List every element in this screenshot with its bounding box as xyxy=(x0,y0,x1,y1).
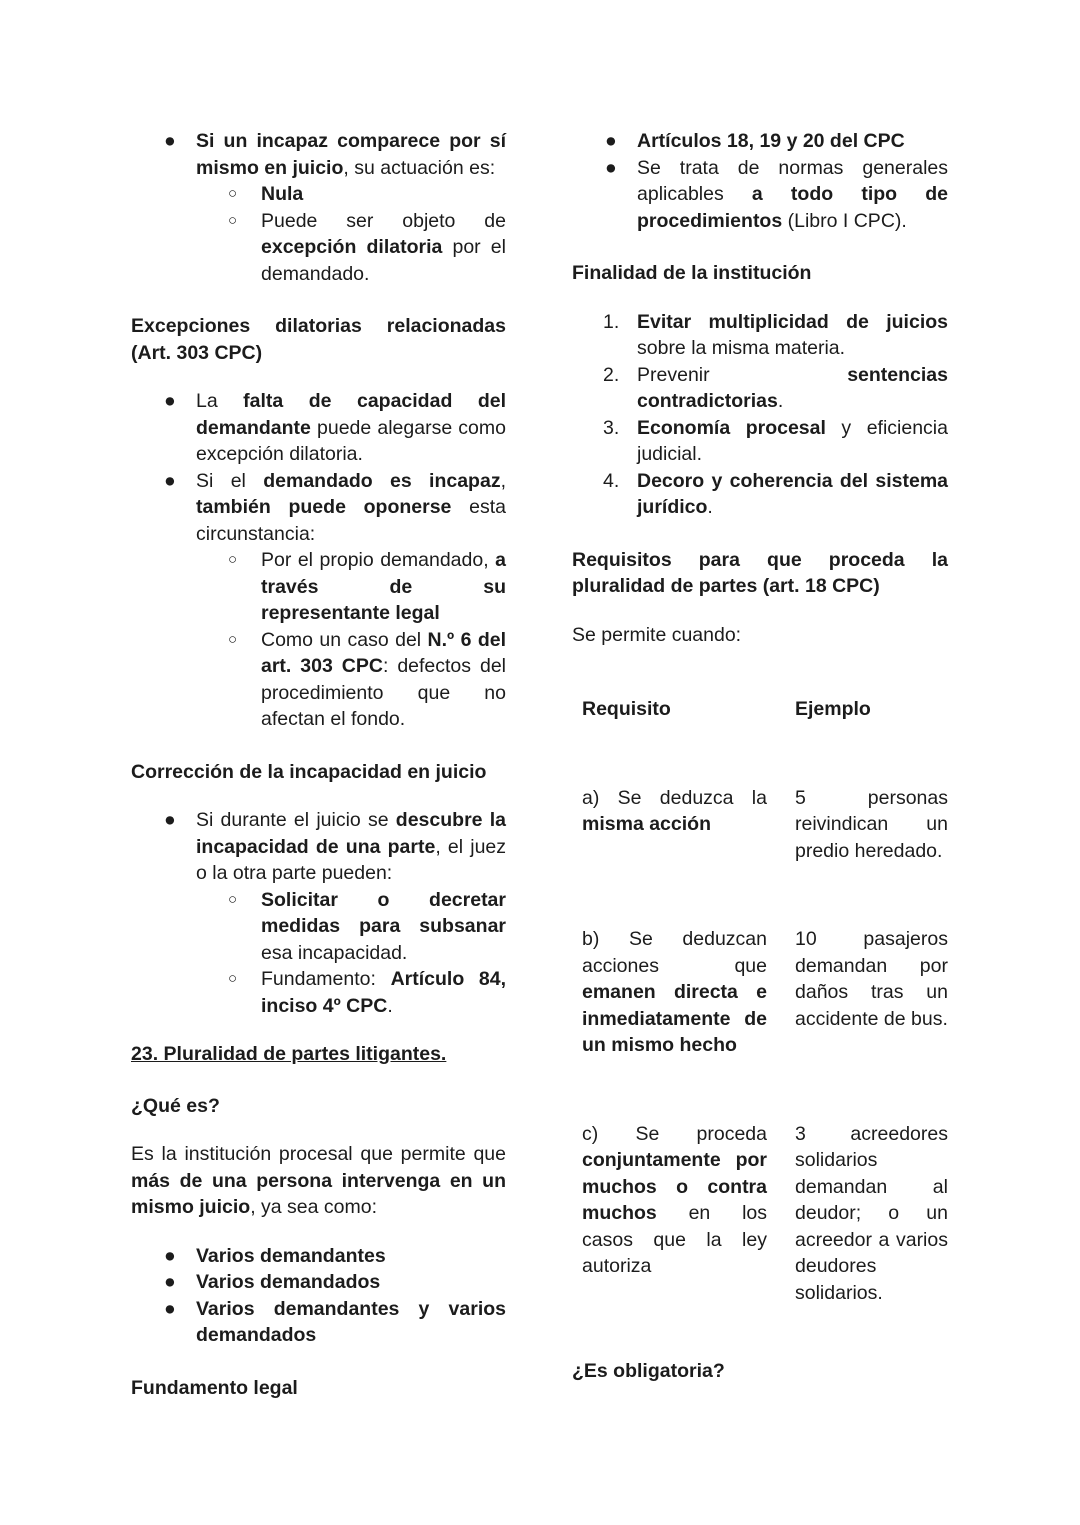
heading-finalidad: Finalidad de la institución xyxy=(572,262,812,284)
bullet-icon: ● xyxy=(164,469,176,492)
list-item: ○ Puede ser objeto de excepción dilatoria por el demandado. xyxy=(228,209,506,285)
list-item: ● Artículos 18, 19 y 20 del CPC xyxy=(572,128,948,155)
left-column xyxy=(131,128,506,1401)
list-item: ○ Por el propio demandado, a través de su representante legal xyxy=(228,549,506,624)
heading-obligatoria: ¿Es obligatoria? xyxy=(572,1360,725,1382)
heading-excepciones: Excepciones dilatorias relacionadas (Art. 303 CPC) xyxy=(131,315,506,364)
list-item: 1. Evitar multiplicidad de juicios sobre la misma materia. xyxy=(603,310,948,359)
list-item: ○ Como un caso del N.º 6 del art. 303 CPC: defectos del procedimiento que no afectan el fondo. xyxy=(228,628,506,730)
circle-bullet-icon: ○ xyxy=(228,551,238,568)
bullet-icon: ● xyxy=(164,390,176,412)
list-item: ○ Solicitar o decretar medidas para subsanar esa incapacidad. xyxy=(228,888,506,964)
bullet-icon: ● xyxy=(605,130,617,152)
list-item: ● Si el demandado es incapaz, también puede oponerse esta circunstancia: xyxy=(164,469,506,545)
list-item: ● Varios demandados xyxy=(131,1269,506,1296)
list-item: ● La falta de capacidad del demandante puede alegarse como excepción dilatoria. xyxy=(164,390,507,465)
circle-bullet-icon: ○ xyxy=(228,890,238,908)
list-item: 2. Prevenir sentencias contradictorias. xyxy=(603,363,948,412)
list-item: ● Varios demandantes xyxy=(131,1243,506,1270)
requisitos-table xyxy=(572,696,948,1385)
table-header: Requisito Ejemplo xyxy=(582,698,871,720)
circle-bullet-icon: ○ xyxy=(228,185,238,202)
list-item: ○ Nula xyxy=(131,181,506,208)
heading-que-es: ¿Qué es? xyxy=(131,1094,220,1117)
table-row: a) Se deduzca la misma acción 5 personas reivindican un predio heredado. xyxy=(582,786,948,862)
table-row: c) Se proceda conjuntamente por muchos o contra muchos en los casos que la ley autoriza 3 acreedores solidarios demandan al deudor; o un acreedor a varios deudores solidarios. xyxy=(582,1122,948,1304)
heading-requisitos: Requisitos para que proceda la pluralidad de partes (art. 18 CPC) xyxy=(572,548,948,597)
heading-correccion: Corrección de la incapacidad en juicio xyxy=(131,760,487,783)
bullet-icon: ● xyxy=(605,156,617,179)
list-item: 3. Economía procesal y eficiencia judicial. xyxy=(603,416,948,465)
circle-bullet-icon: ○ xyxy=(228,211,238,229)
se-permite-text: Se permite cuando: xyxy=(572,623,742,646)
circle-bullet-icon: ○ xyxy=(228,630,238,648)
paragraph-que-es: Es la institución procesal que permite que más de una persona intervenga en un mismo juicio, ya sea como: xyxy=(131,1143,506,1218)
list-item: ● Si un incapaz comparece por sí mismo en juicio, su actuación es: xyxy=(164,130,506,179)
bullet-icon: ● xyxy=(164,1271,176,1293)
bullet-icon: ● xyxy=(164,809,176,831)
list-item: ● Varios demandantes y varios demandados xyxy=(164,1297,506,1346)
bullet-icon: ● xyxy=(164,1244,176,1267)
list-item: ● Si durante el juicio se descubre la incapacidad de una parte, el juez o la otra parte pueden: xyxy=(164,809,507,884)
heading-fundamento: Fundamento legal xyxy=(131,1376,298,1399)
table-row: b) Se deduzcan acciones que emanen directa e inmediatamente de un mismo hecho 10 pasajeros demandan por daños tras un accidente de bus. xyxy=(582,928,948,1056)
bullet-icon: ● xyxy=(164,130,176,152)
right-column xyxy=(572,128,948,648)
bullet-icon: ● xyxy=(164,1297,176,1320)
list-item: ○ Fundamento: Artículo 84, inciso 4º CPC. xyxy=(228,968,506,1017)
list-item: ● Se trata de normas generales aplicables a todo tipo de procedimientos (Libro I CPC). xyxy=(605,156,948,232)
list-item: 4. Decoro y coherencia del sistema jurídico. xyxy=(603,469,948,518)
circle-bullet-icon: ○ xyxy=(228,970,238,987)
section-title: 23. Pluralidad de partes litigantes. xyxy=(131,1043,447,1065)
